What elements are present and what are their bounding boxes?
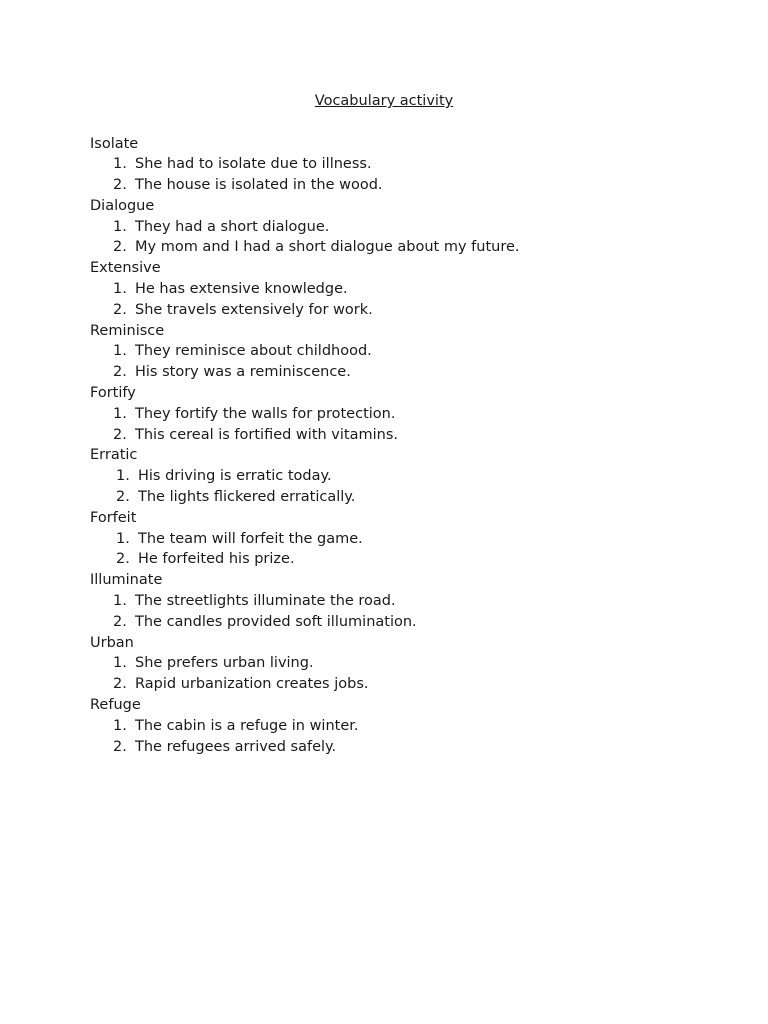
sentence-text: The refugees arrived safely. <box>135 738 337 755</box>
sentence-text: The cabin is a refuge in winter. <box>135 717 359 734</box>
vocab-word: Urban <box>90 634 134 651</box>
list-number: 2. <box>113 613 127 630</box>
vocab-word: Refuge <box>90 697 141 714</box>
example-sentence <box>90 487 710 508</box>
vocabulary-list <box>90 134 710 758</box>
sentence-text: She prefers urban living. <box>135 655 314 672</box>
vocab-word: Extensive <box>90 260 161 277</box>
list-number: 1. <box>113 593 127 610</box>
list-number: 1. <box>113 655 127 672</box>
list-number: 2. <box>113 239 127 256</box>
vocab-word: Isolate <box>90 135 139 152</box>
sentence-text: They fortify the walls for protection. <box>135 405 396 422</box>
example-sentence <box>90 279 710 300</box>
example-sentence <box>90 404 710 425</box>
example-sentence <box>90 341 710 362</box>
list-number: 1. <box>113 405 127 422</box>
list-number: 1. <box>113 343 127 360</box>
example-sentence <box>90 175 710 196</box>
sentence-text: The streetlights illuminate the road. <box>135 593 396 610</box>
list-number: 2. <box>113 426 127 443</box>
example-sentence <box>90 154 710 175</box>
sentence-text: The house is isolated in the wood. <box>135 177 383 194</box>
vocab-word: Reminisce <box>90 322 165 339</box>
sentence-text: She had to isolate due to illness. <box>135 156 372 173</box>
vocab-word: Forfeit <box>90 509 137 526</box>
example-sentence <box>90 716 710 737</box>
example-sentence <box>90 362 710 383</box>
list-number: 2. <box>113 738 127 755</box>
sentence-text: She travels extensively for work. <box>135 301 373 318</box>
example-sentence <box>90 529 710 550</box>
example-sentence <box>90 591 710 612</box>
example-sentence <box>90 425 710 446</box>
sentence-text: His story was a reminiscence. <box>135 364 351 381</box>
list-number: 2. <box>116 489 130 506</box>
list-number: 2. <box>113 676 127 693</box>
example-sentence <box>90 549 710 570</box>
example-sentence <box>90 653 710 674</box>
example-sentence <box>90 217 710 238</box>
example-sentence <box>90 466 710 487</box>
sentence-text: The lights flickered erratically. <box>138 489 356 506</box>
sentence-text: He forfeited his prize. <box>138 551 295 568</box>
list-number: 1. <box>116 468 130 485</box>
list-number: 2. <box>113 364 127 381</box>
sentence-text: They reminisce about childhood. <box>135 343 372 360</box>
sentence-text: My mom and I had a short dialogue about my future. <box>135 239 520 256</box>
list-number: 1. <box>113 156 127 173</box>
sentence-text: This cereal is fortified with vitamins. <box>135 426 398 443</box>
vocab-word: Illuminate <box>90 572 163 589</box>
list-number: 2. <box>116 551 130 568</box>
list-number: 1. <box>113 218 127 235</box>
example-sentence <box>90 612 710 633</box>
sentence-text: They had a short dialogue. <box>135 218 330 235</box>
vocab-word: Dialogue <box>90 197 155 214</box>
list-number: 1. <box>116 530 130 547</box>
example-sentence <box>90 237 710 258</box>
example-sentence <box>90 674 710 695</box>
sentence-text: The team will forfeit the game. <box>138 530 363 547</box>
sentence-text: The candles provided soft illumination. <box>135 613 417 630</box>
vocab-word: Erratic <box>90 447 138 464</box>
sentence-text: He has extensive knowledge. <box>135 281 348 298</box>
list-number: 2. <box>113 177 127 194</box>
document-title: Vocabulary activity <box>314 93 454 109</box>
sentence-text: His driving is erratic today. <box>138 468 332 485</box>
list-number: 2. <box>113 301 127 318</box>
list-number: 1. <box>113 717 127 734</box>
list-number: 1. <box>113 281 127 298</box>
example-sentence <box>90 737 710 758</box>
vocab-word: Fortify <box>90 385 136 402</box>
sentence-text: Rapid urbanization creates jobs. <box>135 676 369 693</box>
example-sentence <box>90 300 710 321</box>
